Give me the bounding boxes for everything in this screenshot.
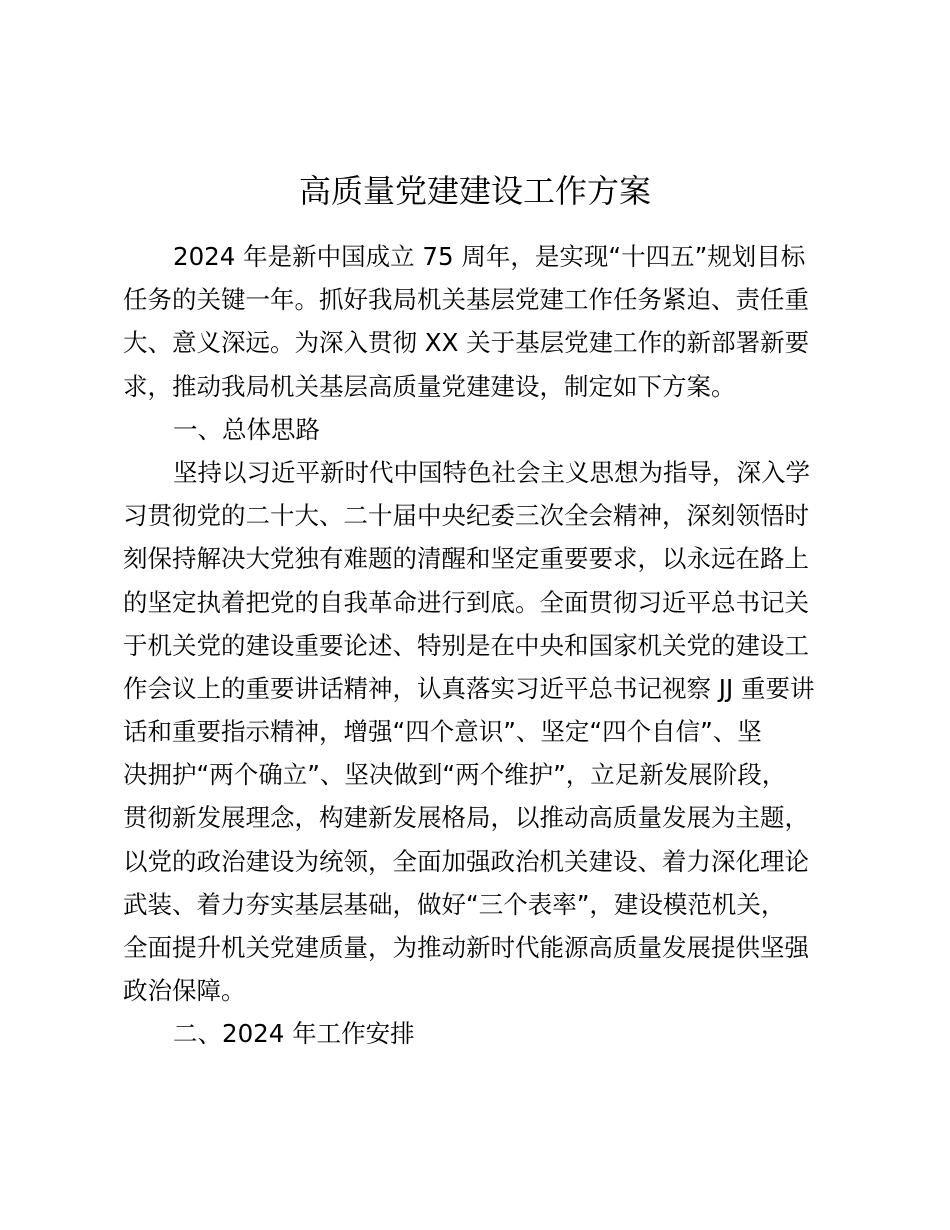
section1-line: 坚持以习近平新时代中国特色社会主义思想为指导，深入学 [173, 457, 810, 487]
section1-line: 话和重要指示精神，增强“四个意识”、坚定“四个自信”、坚 [123, 717, 762, 747]
section1-line: 于机关党的建设重要论述、特别是在中央和国家机关党的建设工 [123, 630, 809, 660]
section1-line: 作会议上的重要讲话精神，认真落实习近平总书记视察 JJ 重要讲 [123, 673, 815, 703]
section1-line: 决拥护“两个确立”、坚决做到“两个维护”，立足新发展阶段， [123, 760, 787, 790]
intro-line: 2024 年是新中国成立 75 周年，是实现“十四五”规划目标 [173, 242, 806, 271]
intro-line: 大、意义深远。为深入贯彻 XX 关于基层党建工作的新部署新要 [123, 328, 810, 358]
section1-line: 刻保持解决大党独有难题的清醒和坚定重要要求，以永远在路上 [123, 544, 809, 574]
intro-line: 任务的关键一年。抓好我局机关基层党建工作任务紧迫、责任重 [123, 285, 809, 315]
document-body [123, 235, 843, 1056]
section1-line: 全面提升机关党建质量，为推动新时代能源高质量发展提供坚强 [123, 933, 809, 962]
intro-line: 求，推动我局机关基层高质量党建建设，制定如下方案。 [123, 371, 736, 401]
section1-line: 武装、着力夯实基层基础，做好“三个表率”，建设模范机关， [123, 889, 786, 919]
section-heading-overall: 一、总体思路 [173, 414, 320, 444]
section1-line: 贯彻新发展理念，构建新发展格局，以推动高质量发展为主题， [123, 803, 809, 833]
section-heading-2024-plan: 二、2024 年工作安排 [173, 1019, 415, 1049]
section1-line: 习贯彻党的二十大、二十届中央纪委三次全会精神，深刻领悟时 [123, 501, 809, 531]
section1-line: 以党的政治建设为统领，全面加强政治机关建设、着力深化理论 [123, 846, 809, 876]
section1-line: 的坚定执着把党的自我革命进行到底。全面贯彻习近平总书记关 [123, 587, 809, 617]
document-title: 高质量党建建设工作方案 [298, 172, 651, 210]
section1-line: 政治保障。 [123, 976, 246, 1006]
